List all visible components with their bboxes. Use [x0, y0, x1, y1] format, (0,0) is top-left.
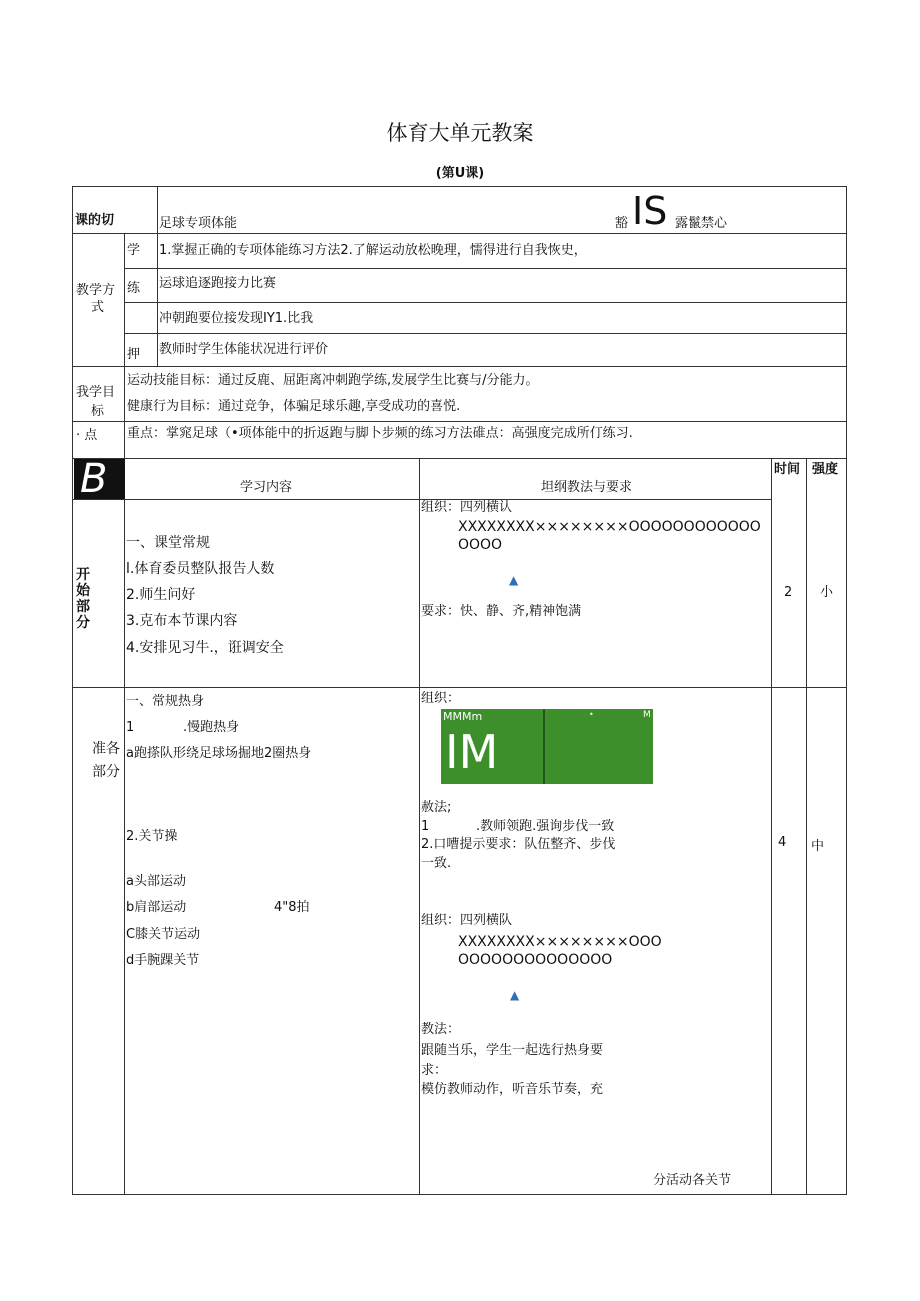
teaching-item: 运球追逐跑接力比赛 [159, 276, 277, 291]
row-divider [72, 233, 847, 234]
stamp-large-text: IS [632, 189, 668, 233]
course-label: 课的切 [75, 213, 115, 228]
teaching-tag: 学 [127, 243, 141, 258]
start-content-line: 一、课堂常规 [126, 535, 210, 551]
row-divider [125, 333, 847, 334]
section-start-label-4: 分 [76, 615, 90, 631]
goals-label-2: 标 [91, 404, 105, 419]
prep-org2-label: 组织：四列横队 [421, 913, 513, 928]
start-intensity: 小 [820, 585, 834, 600]
row-divider [72, 366, 847, 367]
document-title: 体育大单元教案 [386, 121, 534, 145]
section-start-label-2: 始 [76, 583, 90, 599]
start-time: 2 [784, 585, 793, 600]
b-mark-graphic [74, 459, 125, 499]
prep-teach-line: 模仿教师动作，听音乐节奏，充 [421, 1082, 604, 1097]
keypoints-label: · 点 [76, 428, 98, 443]
lesson-number: (第U课) [435, 166, 485, 181]
course-topic: 足球专项体能 [159, 216, 238, 231]
stamp-suffix: 露鬣禁心 [675, 216, 728, 231]
section-start-label-3: 部 [76, 599, 90, 615]
prep-teach-line: 求： [421, 1063, 448, 1078]
col-divider [124, 233, 125, 1195]
image-large-text: IM [445, 725, 499, 779]
start-org-label: 组织：四列横认 [421, 500, 513, 515]
col-divider [157, 186, 158, 233]
image-caption: MMMm [443, 710, 483, 723]
prep-method-line: 2.口嘈提示要求：队伍整齐、步伐 [421, 837, 616, 852]
teaching-label-2: 式 [91, 300, 105, 315]
header-content: 学习内容 [240, 480, 293, 495]
teaching-item: 1.掌握正确的专项体能练习方法2.了解运动放松晚理，懦得进行自我恢史， [159, 243, 587, 258]
teaching-item: 冲朝跑要位接发现IY1.比我 [159, 311, 314, 326]
header-time: 时间 [774, 462, 801, 477]
image-small-m: M [643, 710, 651, 720]
row-divider [72, 687, 847, 688]
b-mark-letter: B [80, 459, 108, 499]
keypoints-text: 重点：掌窕足球（•项体能中的折返跑与脚卜步频的练习方法碓点：高强度完成所仃练习. [127, 426, 633, 441]
col-divider [771, 458, 772, 1195]
teaching-item: 教师时学生体能状况进行评价 [159, 342, 329, 357]
start-formation-line2: OOOO [458, 537, 503, 553]
prep-content-num: 1 [126, 720, 135, 735]
prep-method-line: .教师领跑.强询步伐一致 [476, 819, 615, 834]
start-formation-line1: XXXXXXXX××××××××OOOOOOOOOOOO [458, 519, 761, 535]
goal-skill: 运动技能目标：通过反鹿、屈距离冲刺跑学练,发展学生比赛与/分能力。 [127, 373, 539, 388]
prep-content-line: 一、常规热身 [126, 694, 205, 709]
col-divider [806, 458, 807, 1195]
image-divider [543, 709, 545, 784]
section-prep-label-1: 准各 [92, 741, 120, 757]
prep-content-line: d手腕踝关节 [126, 953, 200, 968]
prep-content-line: a跑搽队形绕足球场掘地2圈热身 [126, 746, 312, 761]
prep-time: 4 [778, 835, 787, 850]
start-content-line: l.体育委员整队报告人数 [126, 561, 275, 577]
goal-health: 健康行为目标：通过竞争，体骗足球乐趣,享受成功的喜悦. [127, 399, 461, 414]
prep-teach-line: 跟随当乐，学生一起选行热身要 [421, 1043, 604, 1058]
teaching-tag: 练 [127, 281, 141, 296]
start-content-line: 4.安排见习牛.，诳调安全 [126, 640, 284, 656]
row-divider [72, 499, 125, 500]
teaching-tag: 押 [127, 347, 141, 362]
header-intensity: 强度 [812, 462, 839, 477]
row-divider [125, 268, 847, 269]
prep-content-line: C膝关节运动 [126, 927, 201, 942]
prep-method-label: 赦法; [421, 800, 452, 815]
prep-content-line: .慢跑热身 [183, 720, 240, 735]
section-start-label-1: 开 [76, 567, 90, 583]
prep-org-label: 组织： [421, 691, 461, 706]
warmup-image [441, 709, 653, 784]
image-dot: • [589, 710, 594, 719]
start-requirement: 要求：快、静、齐,精神饱满 [421, 604, 582, 619]
table-border-right [846, 186, 847, 1195]
prep-content-line: b肩部运动 [126, 900, 187, 915]
row-divider [125, 302, 847, 303]
teaching-label: 教学方 [76, 283, 116, 298]
prep-formation-line1: XXXXXXXX××××××××OOO [458, 934, 662, 950]
prep-formation-line2: OOOOOOOOOOOOOO [458, 952, 613, 968]
prep-content-line: 2.关节操 [126, 829, 178, 844]
teacher-marker-icon: ▲ [509, 573, 519, 587]
row-divider [72, 458, 847, 459]
goals-label: 我学目 [76, 385, 116, 400]
start-content-line: 2.师生问好 [126, 587, 196, 603]
prep-method-num: 1 [421, 819, 430, 834]
prep-intensity: 中 [811, 839, 825, 854]
prep-bottom-note: 分活动各关节 [653, 1173, 732, 1188]
row-divider [72, 421, 847, 422]
stamp-prefix: 豁 [615, 216, 629, 231]
header-method: 坦纲教法与要求 [541, 480, 633, 495]
table-border-top [72, 186, 847, 187]
prep-beat-count: 4"8拍 [274, 900, 310, 915]
prep-content-line: a头部运动 [126, 874, 186, 889]
teacher-marker-icon: ▲ [510, 988, 520, 1002]
col-divider [419, 458, 420, 1195]
section-prep-label-2: 部分 [92, 764, 120, 780]
start-content-line: 3.克布本节课内容 [126, 613, 238, 629]
prep-method-line: 一致. [421, 856, 452, 871]
table-border-bottom [72, 1194, 847, 1195]
col-divider [157, 233, 158, 366]
prep-teach-label: 教法： [421, 1022, 461, 1037]
table-border-left [72, 186, 73, 1195]
